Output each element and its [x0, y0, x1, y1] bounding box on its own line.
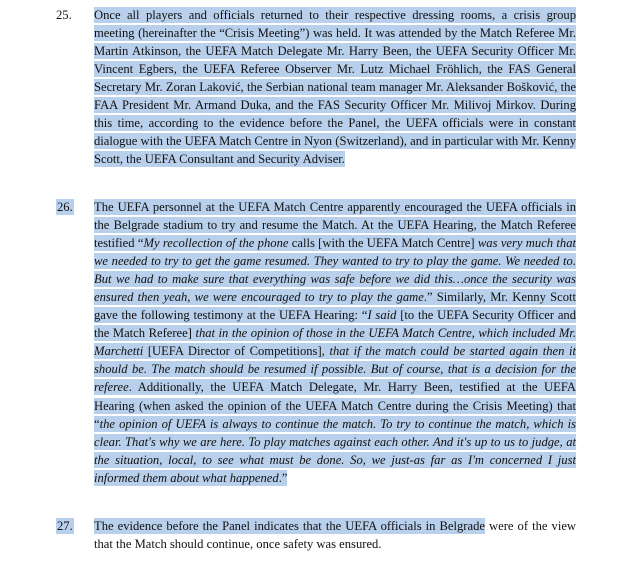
paragraph-body	[94, 198, 576, 487]
paragraph-number	[56, 517, 86, 535]
paragraph-text: The evidence before the Panel indicates that the UEFA officials in Belgrade	[94, 519, 485, 533]
paragraph-text: . Additionally, the UEFA Match Delegate, Mr. Harry Been, testified at the UEFA Hearing (when asked the opinion of the UEFA Match Centre during the Crisis Meeting) that “	[94, 380, 576, 431]
paragraph-number-text: 25.	[56, 8, 72, 22]
paragraph-number	[56, 6, 86, 24]
paragraph-text: Once all players and officials returned to their respective dressing rooms, a crisis group meeting (hereinafter the “Crisis Meeting”) was held. It was attended by the Match Referee Mr. Martin Atkinson, the UEFA Match Delegate Mr. Harry Been, the UEFA Security Officer Mr. Vincent Egbers, the UEFA Referee Observer Mr. Lutz Michael Fröhlich, the FAS General Secretary Mr. Zoran Laković, the Serbian national team manager Mr. Aleksander Bošković, the FAA President Mr. Armand Duka, and the FAS Security Officer Mr. Milivoj Mirkov. During this time, according to the evidence before the Panel, the UEFA officials were in constant dialogue with the UEFA Match Centre in Nyon (Switzerland), and in particular with Mr. Kenny Scott, the UEFA Consultant and Security Adviser.	[94, 8, 576, 167]
paragraph-text: [UEFA Director of Competitions]	[147, 344, 322, 359]
quoted-testimony-text: that in the opinion of those in the UEFA Match Centre, which included Mr. Marchetti	[94, 326, 576, 359]
paragraph-text: .” Similarly, Mr. Kenny Scott gave the following testimony at the UEFA Hearing: “	[94, 290, 576, 323]
quoted-testimony-text: was very much that we needed to try to get the game resumed. They wanted to try to play the game. We needed to. But we had to make sure that everything was safe before we did this…once the security was ensured then yeah, we were encouraged to try to play the game	[94, 236, 576, 305]
paragraph-number-text: 26.	[57, 200, 73, 214]
paragraph-number-text: 27.	[57, 519, 73, 533]
paragraph-text: were of the view that the Match should continue, once safety was ensured.	[94, 519, 577, 552]
paragraph-text: .”	[278, 470, 288, 485]
paragraph-text: calls [with the UEFA Match Centre]	[291, 236, 478, 251]
quoted-testimony-text: My recollection of the phone	[143, 236, 292, 251]
paragraph-number	[56, 198, 86, 216]
paragraph-25	[56, 6, 576, 168]
paragraph-27	[56, 517, 576, 553]
paragraph-body	[94, 6, 576, 168]
paragraph-body	[94, 517, 576, 553]
quoted-testimony-text: I said	[367, 308, 401, 323]
paragraph-text: [to the UEFA Security Officer and the Match Referee]	[94, 308, 577, 341]
quoted-testimony-text: , that if the match could be started again then it should be. The match should be resumed if possible. But of course, that is a decision for the referee	[94, 344, 577, 395]
paragraph-text: The UEFA personnel at the UEFA Match Centre apparently encouraged the UEFA officials in the Belgrade stadium to try and resume the Match. At the UEFA Hearing, the Match Referee testified “	[94, 200, 576, 251]
paragraph-26	[56, 198, 576, 487]
quoted-testimony-text: the opinion of UEFA is always to continue the match. To try to continue the match, which is clear. That's why we are here. To play matches against each other. And it's up to us to judge, at the situation, local, to see what must be done. So, we just-as far as I'm concerned I just informed them about what happened	[94, 416, 576, 485]
